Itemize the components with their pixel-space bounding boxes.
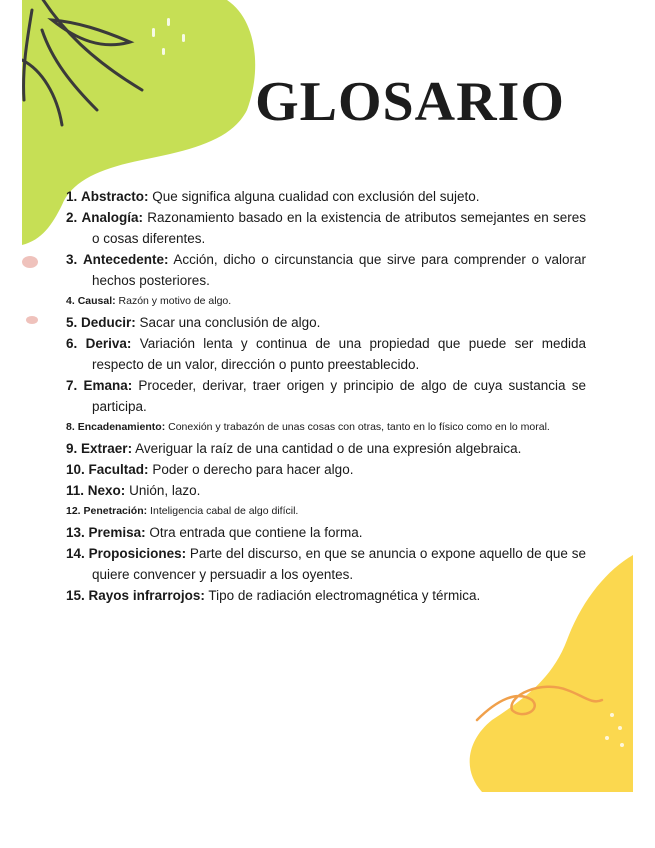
entry-term: Penetración: <box>83 505 148 517</box>
glossary-entry <box>66 501 586 522</box>
glossary-entry <box>66 480 586 501</box>
glossary-entry <box>66 249 586 291</box>
entry-term: Extraer: <box>81 441 133 456</box>
entry-definition: Sacar una conclusión de algo. <box>135 315 321 330</box>
entry-definition: Variación lenta y continua de una propiedad que puede ser medida respecto de un valor, dirección o punto preestablecido. <box>92 336 586 372</box>
entry-term: Rayos infrarrojos: <box>88 588 205 603</box>
entry-number: 7. <box>66 378 78 393</box>
entry-term: Premisa: <box>88 525 146 540</box>
entry-definition: Unión, lazo. <box>125 483 201 498</box>
entry-definition: Inteligencia cabal de algo difícil. <box>147 505 299 517</box>
entry-number: 6. <box>66 336 78 351</box>
entry-definition: Conexión y trabazón de unas cosas con otras, tanto en lo físico como en lo moral. <box>165 421 550 433</box>
glossary-entry <box>66 522 586 543</box>
glossary-entry <box>66 207 586 249</box>
glossary-entry <box>66 375 586 417</box>
entry-number: 4. <box>66 295 75 307</box>
entry-definition: Acción, dicho o circunstancia que sirve para comprender o valorar hechos posteriores. <box>92 252 586 288</box>
entry-number: 10. <box>66 462 85 477</box>
glossary-entry <box>66 186 586 207</box>
entry-definition: Parte del discurso, en que se anuncia o expone aquello de que se quiere convencer y persuadir a los oyentes. <box>92 546 586 582</box>
entry-number: 3. <box>66 252 78 267</box>
entry-number: 13. <box>66 525 85 540</box>
entry-term: Facultad: <box>88 462 149 477</box>
entry-number: 1. <box>66 189 78 204</box>
entry-number: 9. <box>66 441 78 456</box>
glossary-list <box>66 186 586 606</box>
entry-definition: Tipo de radiación electromagnética y térmica. <box>204 588 481 603</box>
glossary-entry <box>66 312 586 333</box>
glossary-entry <box>66 291 586 312</box>
entry-number: 15. <box>66 588 85 603</box>
entry-definition: Razón y motivo de algo. <box>115 295 232 307</box>
entry-number: 11. <box>66 483 85 498</box>
entry-number: 5. <box>66 315 78 330</box>
entry-term: Deriva: <box>85 336 132 351</box>
page-title: GLOSARIO <box>255 71 565 133</box>
entry-term: Abstracto: <box>81 189 149 204</box>
pink-dots <box>22 256 38 324</box>
entry-term: Proposiciones: <box>88 546 187 561</box>
entry-definition: Otra entrada que contiene la forma. <box>145 525 363 540</box>
entry-definition: Proceder, derivar, traer origen y principio de algo de cuya sustancia se participa. <box>92 378 586 414</box>
entry-definition: Poder o derecho para hacer algo. <box>148 462 354 477</box>
glossary-entry <box>66 333 586 375</box>
glossary-entry <box>66 417 586 438</box>
entry-term: Emana: <box>83 378 133 393</box>
entry-term: Causal: <box>77 295 116 307</box>
entry-term: Nexo: <box>87 483 126 498</box>
entry-number: 12. <box>66 505 81 517</box>
glossary-entry <box>66 585 586 606</box>
entry-term: Antecedente: <box>82 252 169 267</box>
entry-definition: Averiguar la raíz de una cantidad o de una expresión algebraica. <box>132 441 522 456</box>
document-page <box>22 0 633 792</box>
glossary-entry <box>66 459 586 480</box>
entry-number: 8. <box>66 421 75 433</box>
entry-term: Deducir: <box>81 315 136 330</box>
entry-definition: Razonamiento basado en la existencia de atributos semejantes en seres o cosas diferentes. <box>92 210 586 246</box>
glossary-entry <box>66 543 586 585</box>
entry-number: 14. <box>66 546 85 561</box>
entry-term: Analogía: <box>81 210 144 225</box>
glossary-entry <box>66 438 586 459</box>
entry-number: 2. <box>66 210 78 225</box>
entry-definition: Que significa alguna cualidad con exclusión del sujeto. <box>148 189 480 204</box>
entry-term: Encadenamiento: <box>77 421 166 433</box>
